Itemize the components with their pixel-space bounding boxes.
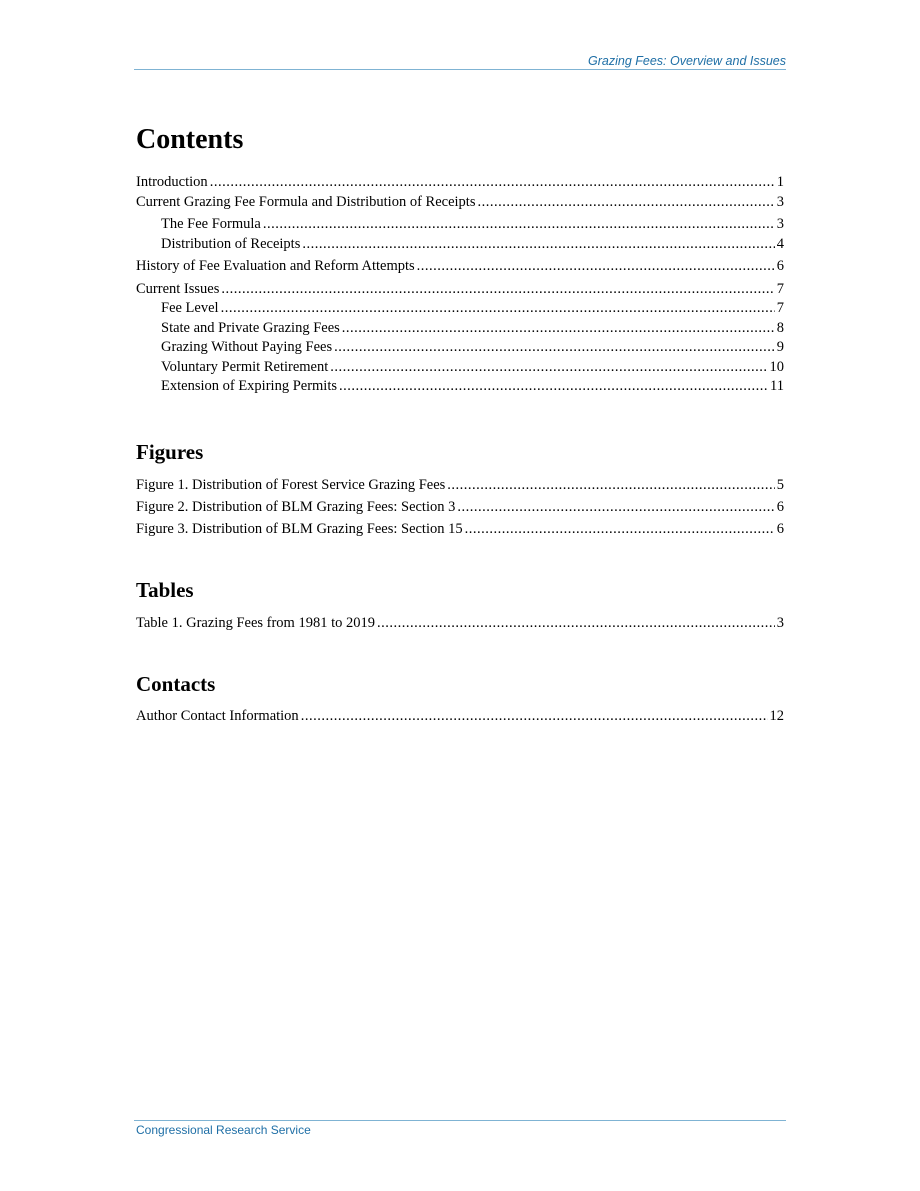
dot-leader — [417, 257, 775, 277]
toc-entry-label: Figure 1. Distribution of Forest Service Grazing Fees — [136, 477, 446, 493]
dot-leader — [477, 193, 774, 213]
dot-leader — [263, 215, 775, 235]
running-header: Grazing Fees: Overview and Issues — [588, 54, 786, 68]
toc-entry-label: Voluntary Permit Retirement — [161, 358, 329, 375]
toc-page-number: 6 — [776, 521, 784, 537]
toc-entry-current-issues[interactable] — [136, 280, 784, 300]
toc-entry-label: Extension of Expiring Permits — [161, 378, 337, 394]
figures-title: Figures — [136, 440, 204, 464]
toc-page-number: 7 — [776, 280, 784, 297]
toc-page-number: 4 — [776, 235, 784, 252]
toc-page-number: 12 — [769, 708, 784, 724]
toc-page-number: 3 — [776, 216, 784, 232]
toc-page-number: 3 — [776, 193, 784, 210]
toc-entry-label: Distribution of Receipts — [161, 235, 301, 252]
contacts-list — [136, 705, 784, 727]
toc-entry-state-private[interactable] — [136, 319, 784, 339]
dot-leader — [457, 496, 774, 518]
dot-leader — [302, 235, 774, 255]
toc-entry-voluntary-retirement[interactable] — [136, 358, 784, 378]
dot-leader — [465, 518, 775, 540]
toc-entry-figure-3[interactable] — [136, 518, 784, 540]
tables-list — [136, 612, 784, 634]
dot-leader — [342, 319, 775, 339]
toc-page-number: 6 — [776, 258, 784, 274]
toc-entry-label: Figure 3. Distribution of BLM Grazing Fees: Section 15 — [136, 521, 463, 537]
toc-entry-label: Current Grazing Fee Formula and Distribution of Receipts — [136, 193, 476, 210]
toc-entry-label: Author Contact Information — [136, 708, 299, 724]
dot-leader — [210, 173, 775, 193]
toc-entry-distribution-receipts[interactable] — [136, 235, 784, 255]
header-rule — [134, 69, 786, 70]
dot-leader — [447, 474, 774, 496]
toc-page-number: 10 — [769, 358, 784, 375]
contents-list — [136, 173, 784, 397]
toc-entry-label: Table 1. Grazing Fees from 1981 to 2019 — [136, 615, 375, 631]
toc-entry-label: History of Fee Evaluation and Reform Attempts — [136, 258, 415, 274]
footer-rule — [134, 1120, 786, 1121]
toc-page-number: 7 — [776, 300, 784, 316]
toc-entry-label: State and Private Grazing Fees — [161, 319, 340, 336]
contents-title: Contents — [136, 124, 244, 155]
dot-leader — [330, 358, 767, 378]
toc-entry-label: Current Issues — [136, 280, 220, 297]
footer-organization: Congressional Research Service — [136, 1123, 311, 1137]
toc-entry-expiring-permits[interactable] — [136, 377, 784, 397]
toc-page-number: 9 — [776, 339, 784, 355]
dot-leader — [221, 299, 775, 319]
toc-entry-label: Figure 2. Distribution of BLM Grazing Fees: Section 3 — [136, 499, 456, 515]
toc-entry-figure-1[interactable] — [136, 474, 784, 496]
toc-entry-label: Grazing Without Paying Fees — [161, 339, 333, 355]
toc-entry-label: Introduction — [136, 174, 208, 190]
contacts-title: Contacts — [136, 672, 216, 696]
toc-entry-introduction[interactable] — [136, 173, 784, 193]
dot-leader — [377, 612, 775, 634]
toc-entry-label: The Fee Formula — [161, 216, 261, 232]
toc-page-number: 1 — [776, 174, 784, 190]
dot-leader — [339, 377, 768, 397]
toc-entry-grazing-without-fees[interactable] — [136, 338, 784, 358]
tables-title: Tables — [136, 578, 194, 602]
toc-entry-author-contact[interactable] — [136, 705, 784, 727]
toc-page-number: 6 — [776, 499, 784, 515]
dot-leader — [301, 705, 768, 727]
dot-leader — [221, 280, 774, 300]
figures-list — [136, 474, 784, 540]
toc-page-number: 8 — [776, 319, 784, 336]
toc-entry-fee-formula[interactable] — [136, 215, 784, 235]
toc-entry-fee-level[interactable] — [136, 299, 784, 319]
toc-page-number: 5 — [776, 477, 784, 493]
toc-entry-figure-2[interactable] — [136, 496, 784, 518]
toc-entry-label: Fee Level — [161, 300, 219, 316]
toc-entry-table-1[interactable] — [136, 612, 784, 634]
dot-leader — [334, 338, 775, 358]
toc-entry-current-formula[interactable] — [136, 193, 784, 213]
toc-page-number: 11 — [770, 378, 784, 394]
toc-page-number: 3 — [776, 615, 784, 631]
toc-entry-history[interactable] — [136, 257, 784, 277]
